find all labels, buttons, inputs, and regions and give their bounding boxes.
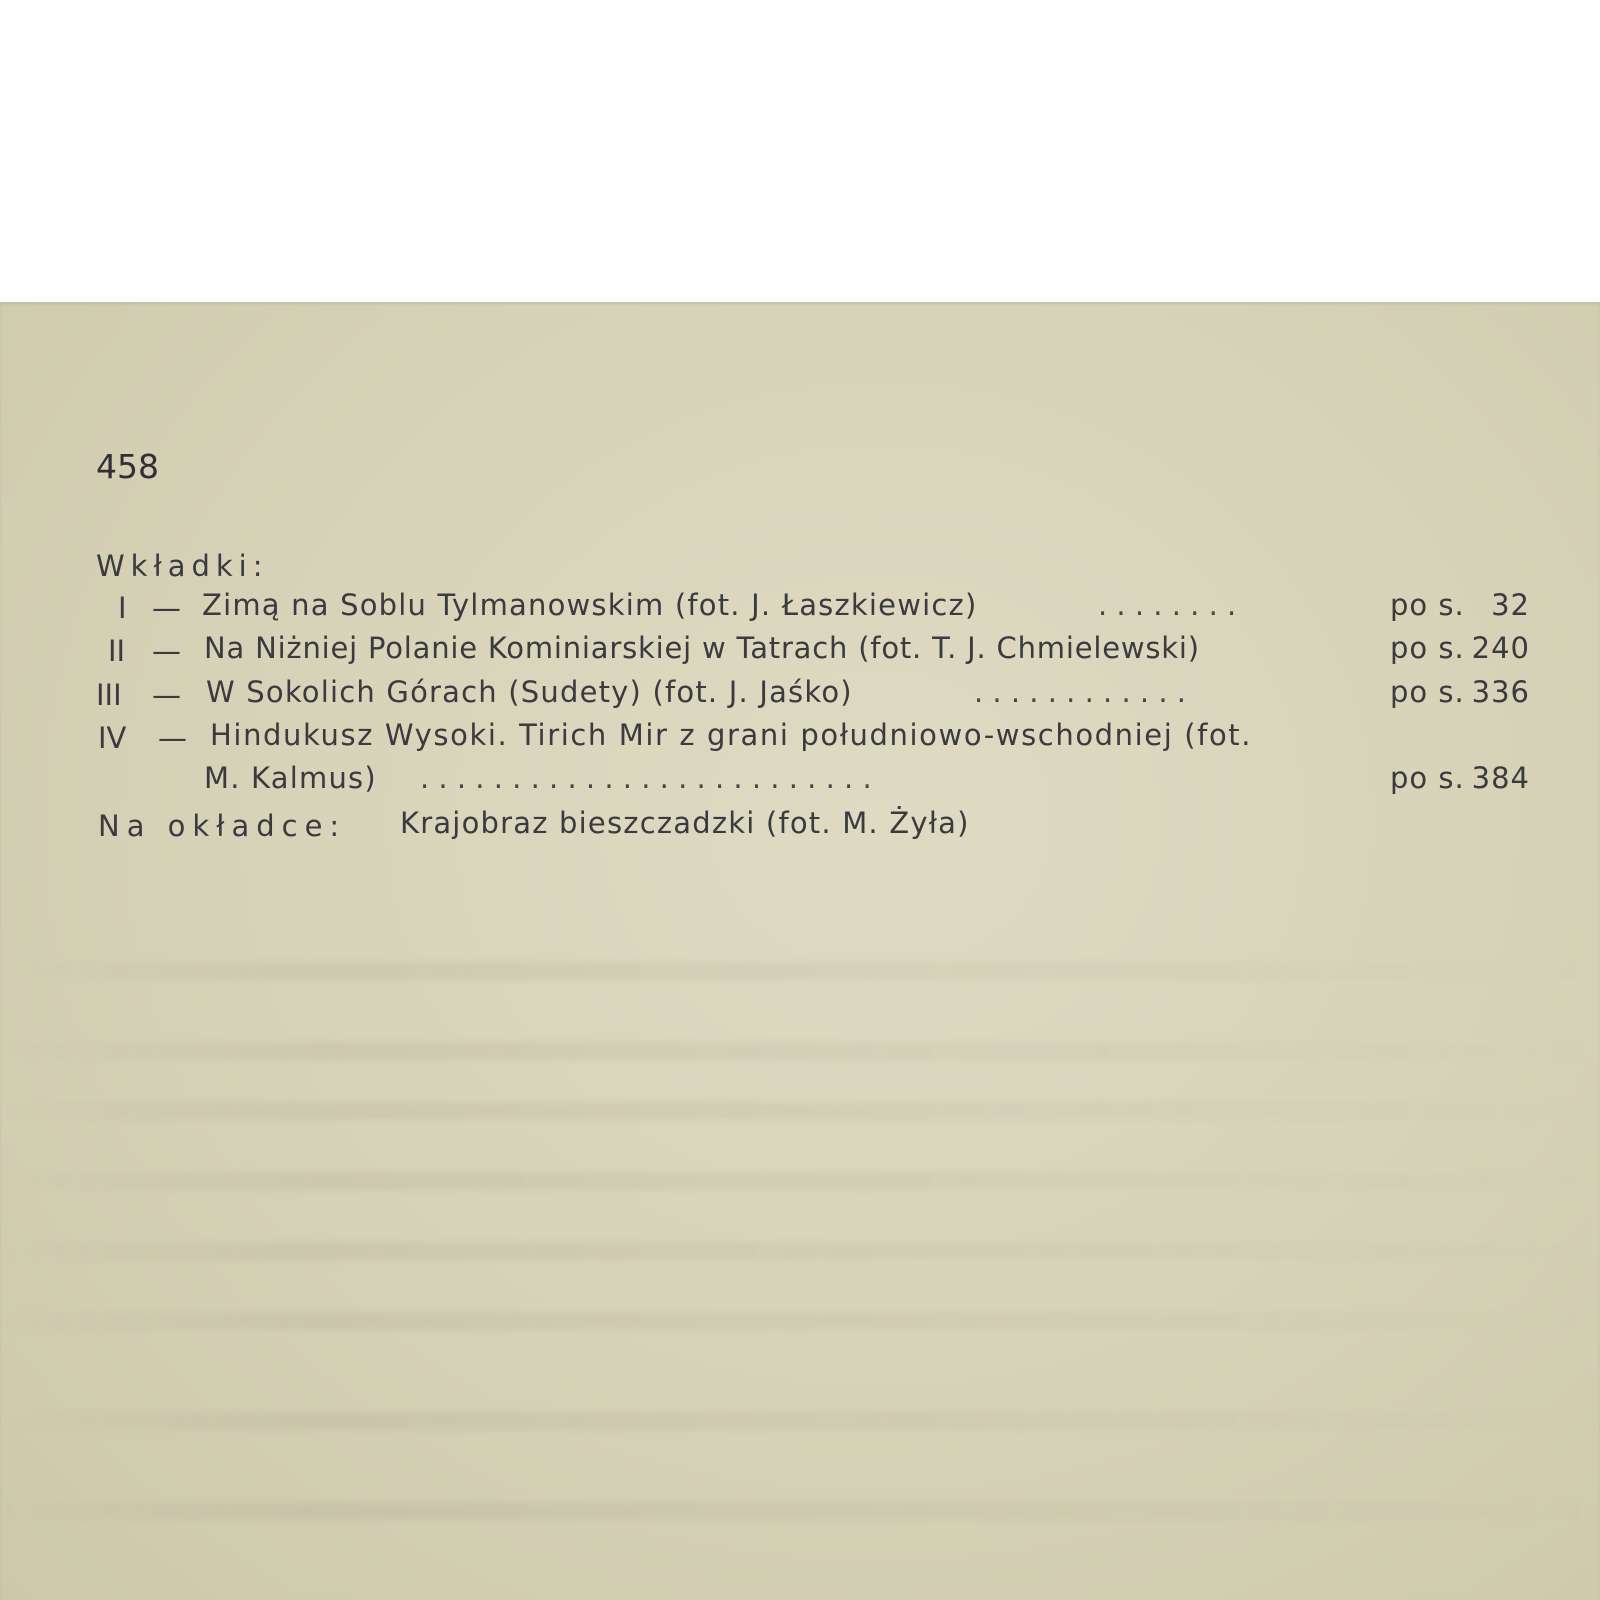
insert-title: Na Niżniej Polanie Kominiarskiej w Tatrach (fot. T. J. Chmielewski) [204,631,1200,665]
bleed-through-line [0,1502,1600,1520]
ref-page: 336 [1471,675,1530,709]
cover-label: Na okładce: [98,809,347,843]
bleed-through-line [0,1312,1600,1330]
dot-leader: . . . . . . . . . . . . . . . . . . . . . . . . . [420,764,872,793]
insert-numeral: II [108,634,126,668]
ref-page: 384 [1471,761,1530,795]
page-reference [1390,675,1530,709]
page-reference [1390,588,1530,622]
insert-title: W Sokolich Górach (Sudety) (fot. J. Jaśko) [206,675,853,709]
insert-numeral: I [118,591,127,625]
bleed-through-line [0,962,1600,980]
insert-numeral: IV [98,721,127,755]
ref-prefix: po s. [1390,675,1465,709]
page-reference [1390,761,1530,795]
page-number: 458 [96,447,159,486]
ref-prefix: po s. [1390,761,1465,795]
ref-prefix: po s. [1390,631,1465,665]
bleed-through-line [0,1102,1600,1120]
page-reference [1390,631,1530,665]
insert-numeral: III [96,678,122,712]
bleed-through-line [0,1042,1600,1060]
ref-prefix: po s. [1390,588,1465,622]
bleed-through-line [0,1172,1600,1190]
bleed-through-line [0,1242,1600,1260]
ref-page: 240 [1471,631,1530,665]
dot-leader: . . . . . . . . [1098,591,1237,620]
insert-dash: — [158,721,187,755]
insert-dash: — [152,591,181,625]
ref-page: 32 [1491,588,1530,622]
book-page [0,302,1600,1600]
insert-title-continuation: M. Kalmus) [204,761,377,795]
insert-dash: — [152,634,181,668]
insert-title: Hindukusz Wysoki. Tirich Mir z grani południowo-wschodniej (fot. [210,718,1253,752]
cover-text: Krajobraz bieszczadzki (fot. M. Żyła) [400,806,970,840]
inserts-heading: Wkładki: [96,549,269,583]
bleed-through-line [0,1412,1600,1430]
insert-dash: — [152,678,181,712]
dot-leader: . . . . . . . . . . . . [974,678,1187,707]
insert-title: Zimą na Soblu Tylmanowskim (fot. J. Łaszkiewicz) [202,588,978,622]
